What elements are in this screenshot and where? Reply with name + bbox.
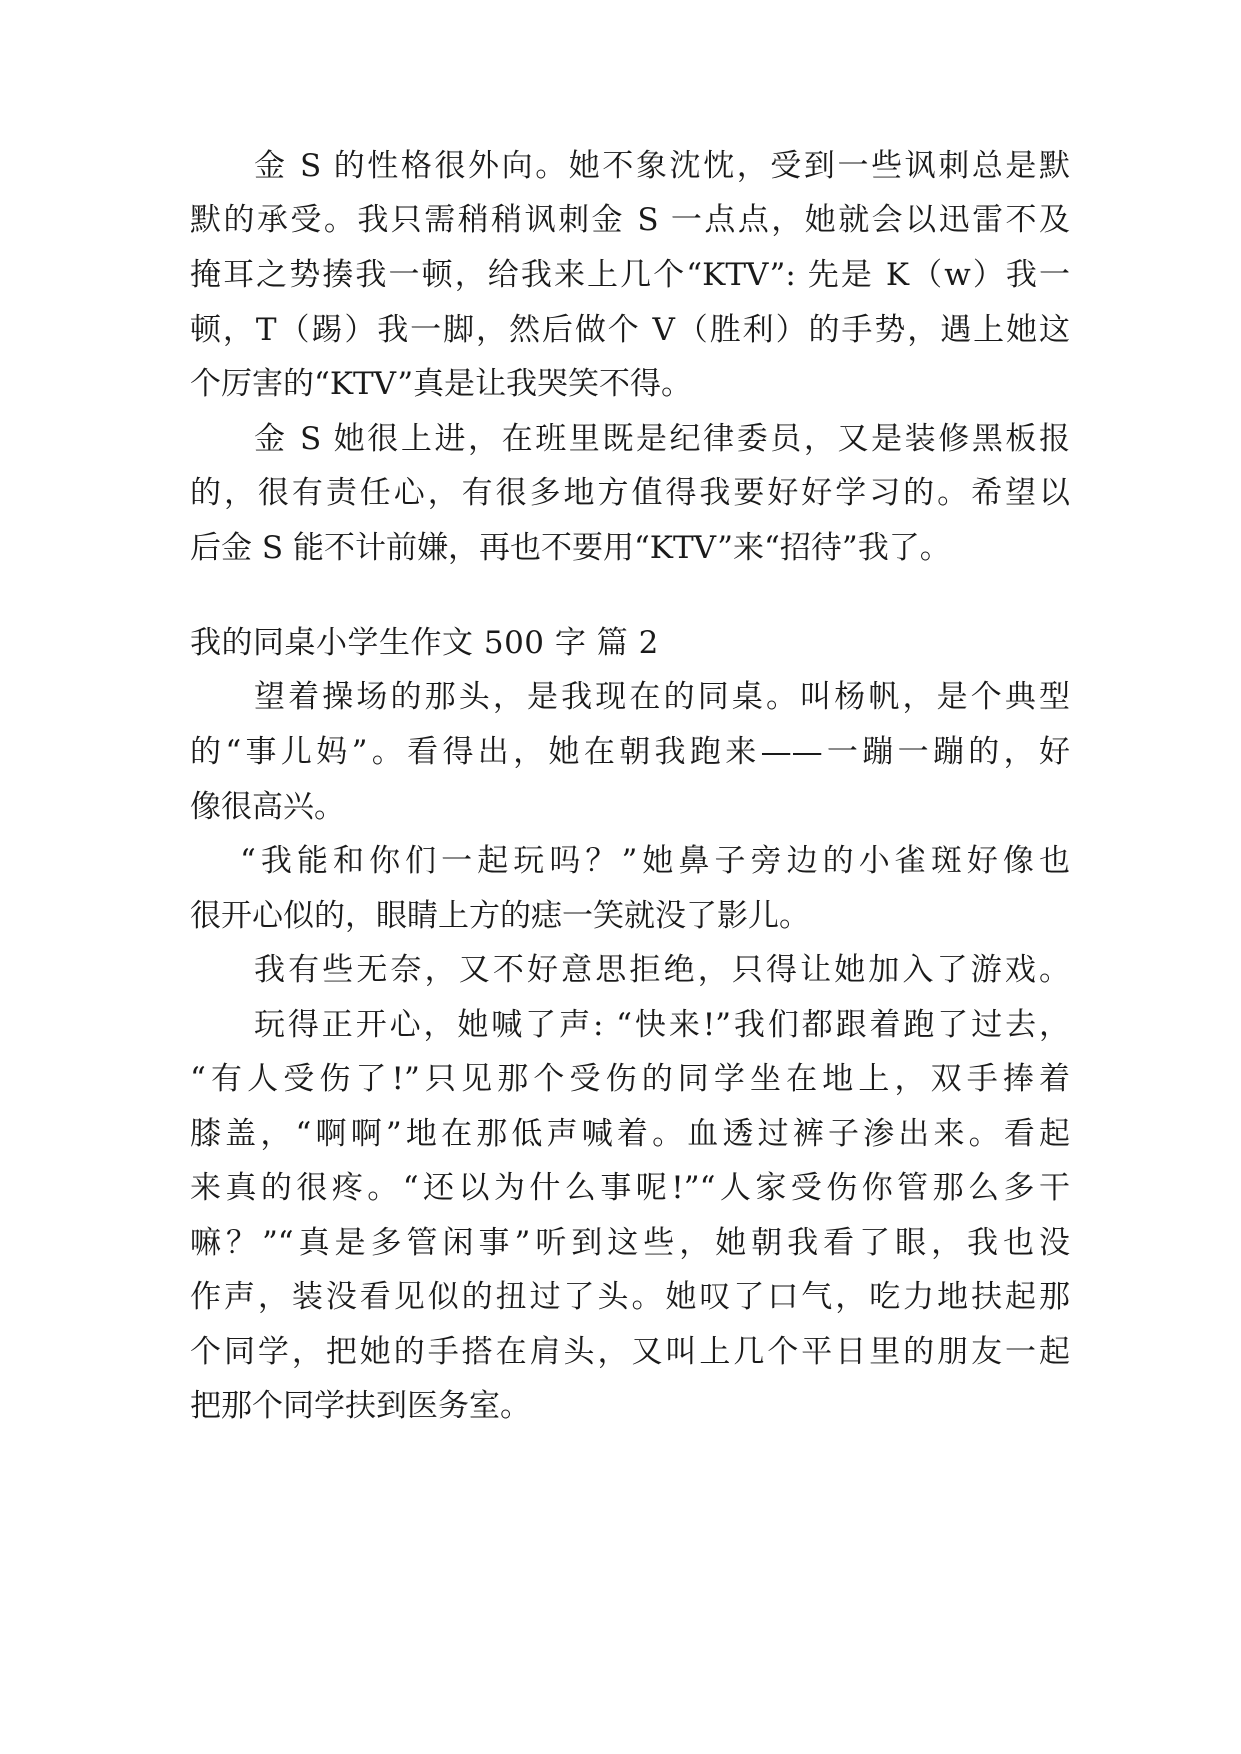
paragraph-line: 个厉害的“KTV”真是让我哭笑不得。	[190, 366, 693, 402]
paragraph-line: 金 S 她很上进，在班里既是纪律委员，又是装修黑板报	[254, 421, 1070, 457]
paragraph-line: 像很高兴。	[190, 789, 345, 825]
paragraph-line: 个同学，把她的手搭在肩头，又叫上几个平日里的朋友一起	[190, 1334, 1070, 1370]
paragraph-line: 金 S 的性格很外向。她不象沈忱，受到一些讽刺总是默	[254, 148, 1070, 184]
paragraph-line: 很开心似的，眼睛上方的痣一笑就没了影儿。	[190, 898, 810, 934]
paragraph-line: 作声，装没看见似的扭过了头。她叹了口气，吃力地扶起那	[190, 1279, 1070, 1315]
paragraph-line: 膝盖，“啊啊”地在那低声喊着。血透过裤子渗出来。看起	[190, 1116, 1070, 1152]
paragraph-line: “有人受伤了!”只见那个受伤的同学坐在地上，双手捧着	[190, 1061, 1070, 1097]
paragraph-line: 来真的很疼。“还以为什么事呢!”“人家受伤你管那么多干	[190, 1170, 1070, 1206]
paragraph-line: 顿，T（踢）我一脚，然后做个 V（胜利）的手势，遇上她这	[190, 312, 1070, 348]
paragraph-line: 玩得正开心，她喊了声: “快来!”我们都跟着跑了过去，	[254, 1007, 1070, 1043]
paragraph-line: 嘛？”“真是多管闲事”听到这些，她朝我看了眼，我也没	[190, 1225, 1070, 1261]
paragraph-line: 的“事儿妈”。看得出，她在朝我跑来——一蹦一蹦的，好	[190, 734, 1070, 770]
paragraph-line: 我有些无奈，又不好意思拒绝，只得让她加入了游戏。	[254, 952, 1070, 988]
paragraph-line: 后金 S 能不计前嫌，再也不要用“KTV”来“招待”我了。	[190, 530, 951, 566]
paragraph-line: 的，很有责任心，有很多地方值得我要好好学习的。希望以	[190, 475, 1070, 511]
paragraph-line: 默的承受。我只需稍稍讽刺金 S 一点点，她就会以迅雷不及	[190, 202, 1070, 238]
paragraph-line: 望着操场的那头，是我现在的同桌。叫杨帆，是个典型	[254, 679, 1070, 715]
paragraph-line: 把那个同学扶到医务室。	[190, 1388, 531, 1424]
paragraph-line: 掩耳之势揍我一顿，给我来上几个“KTV”: 先是 K（w）我一	[190, 257, 1070, 293]
section-heading: 我的同桌小学生作文 500 字 篇 2	[190, 625, 659, 661]
paragraph-line: “我能和你们一起玩吗？”她鼻子旁边的小雀斑好像也	[240, 843, 1070, 879]
